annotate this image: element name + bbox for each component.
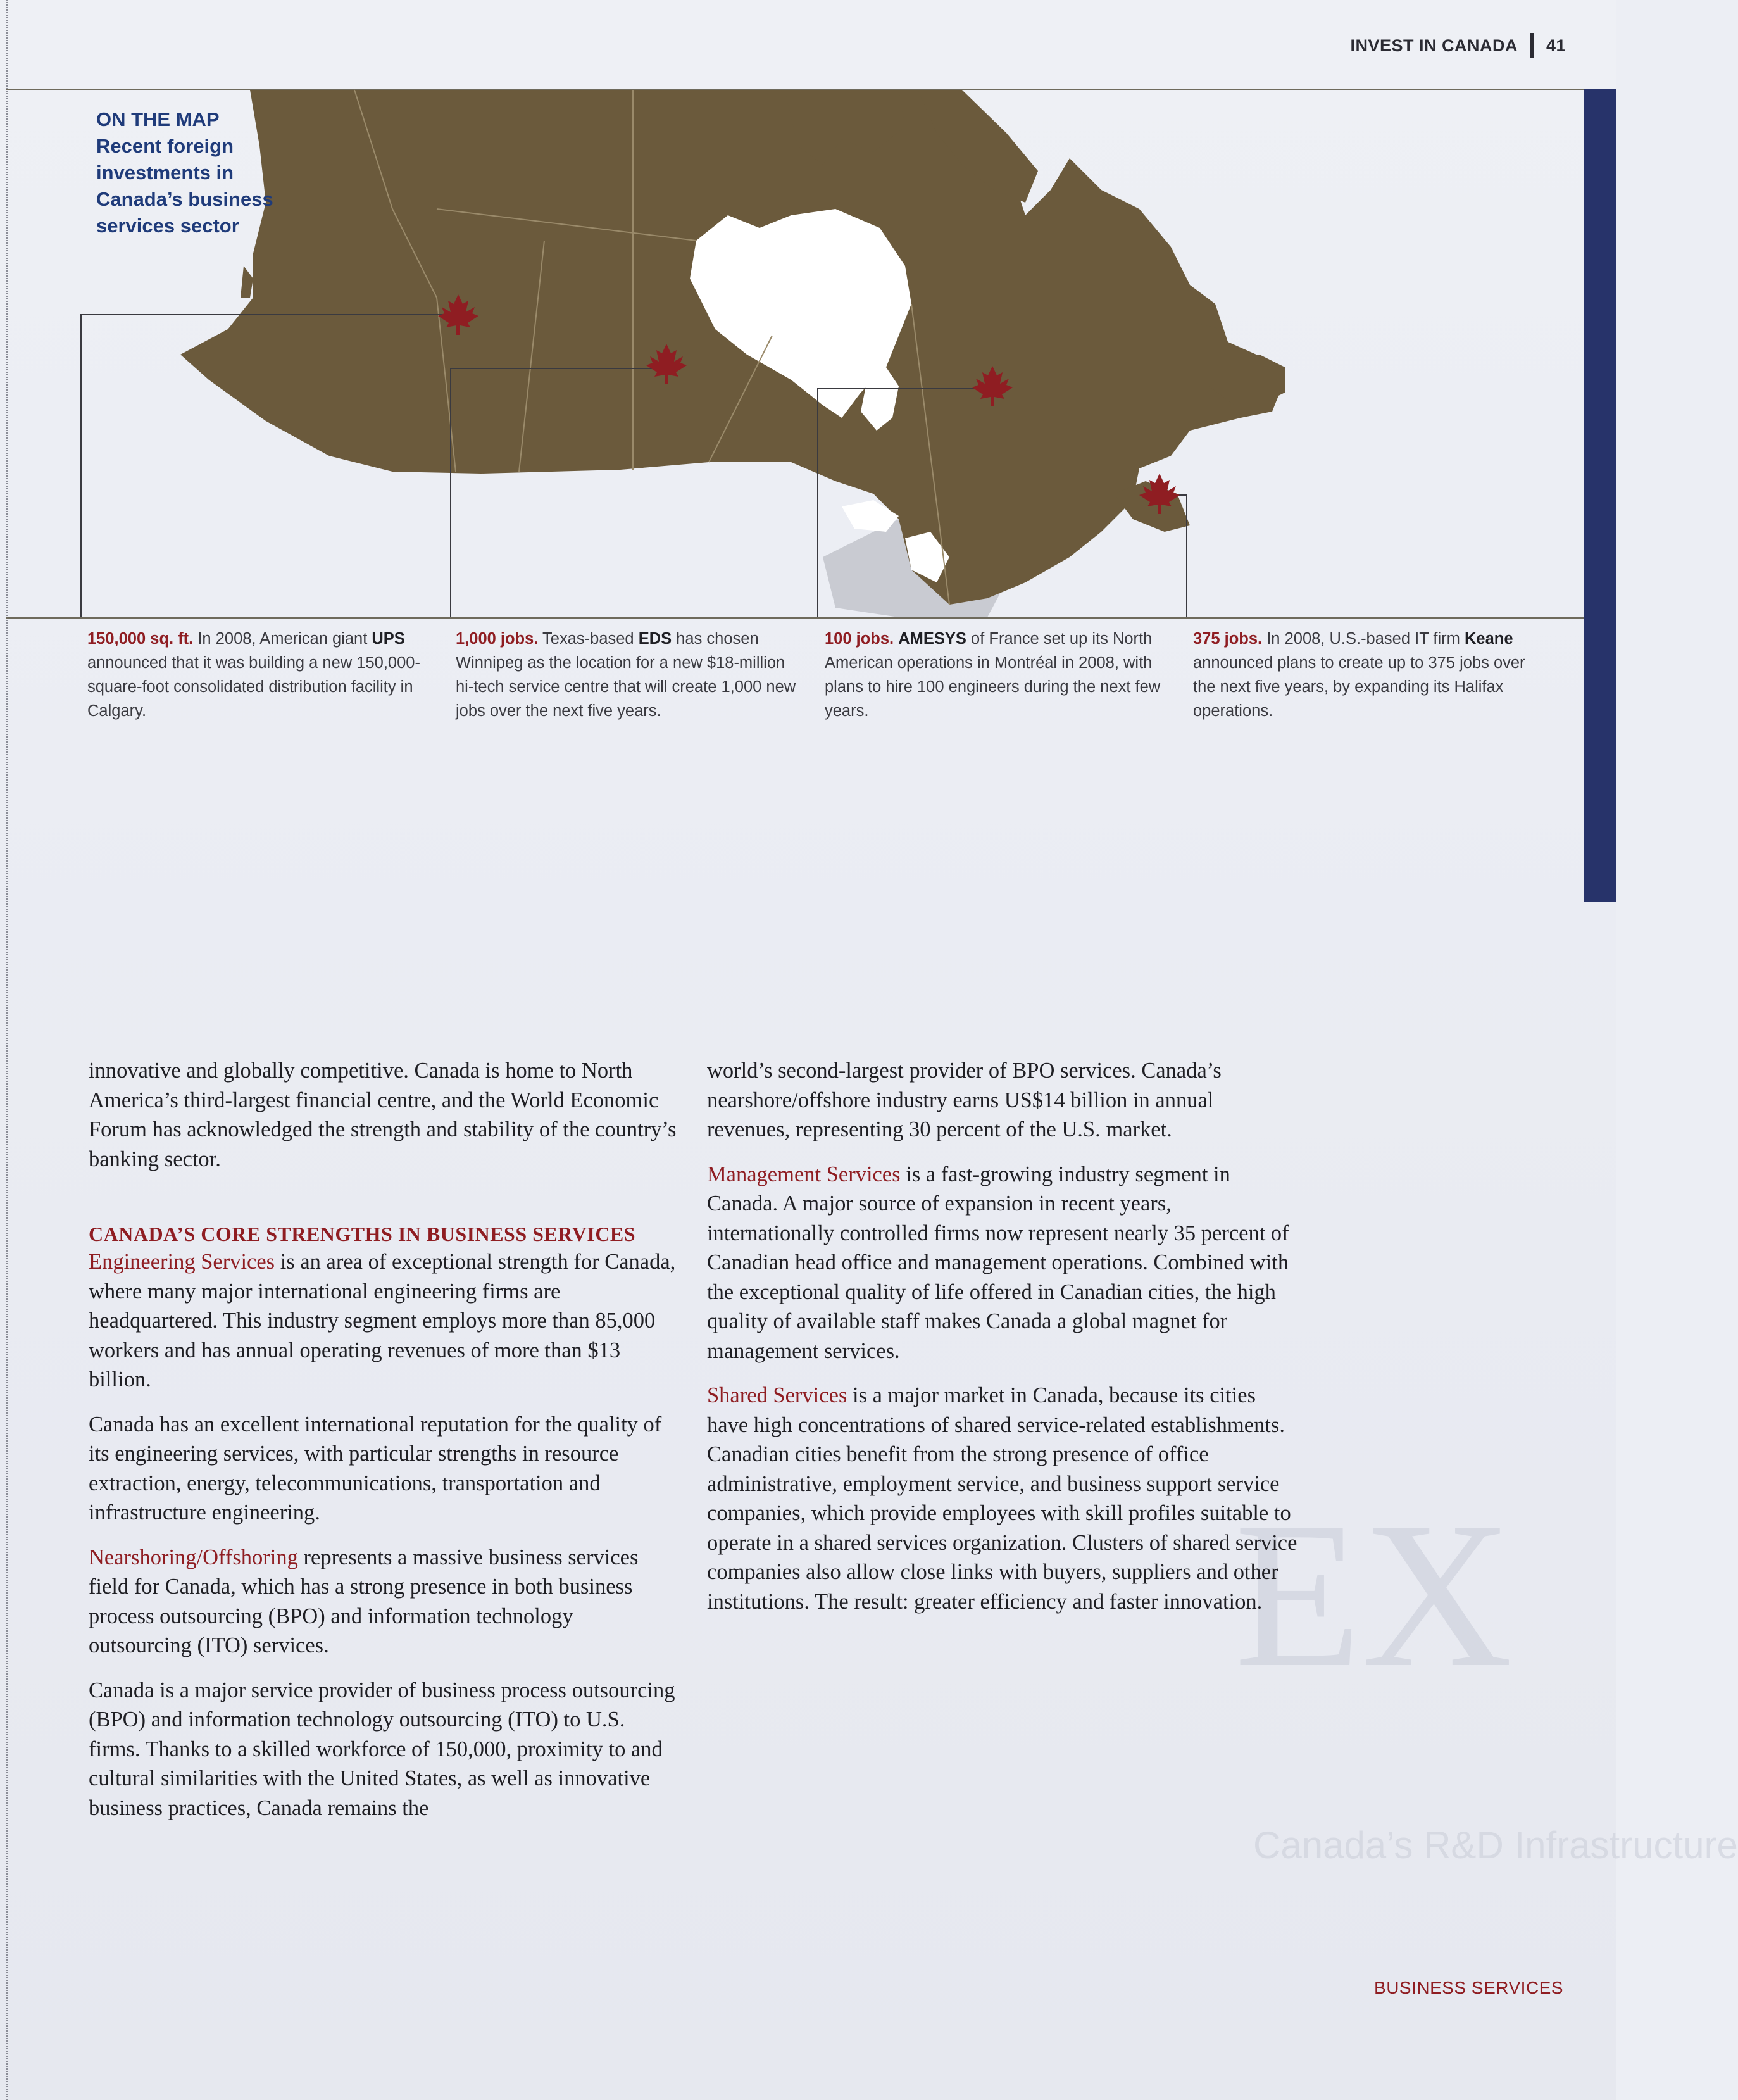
engineering-paragraph: [89, 1247, 677, 1395]
canada-mainland: [180, 90, 1285, 605]
nearshoring-paragraph: [89, 1543, 677, 1661]
callout-text: has chosen Winnipeg as the location for a new $18-million hi-tech service centre that will create 1,000 new jobs over the next five years.: [456, 630, 796, 720]
map-caption: [96, 106, 305, 239]
section-heading: CANADA’S CORE STRENGTHS IN BUSINESS SERVICES: [89, 1223, 636, 1245]
bleed-through-text: EX: [1234, 1480, 1513, 1711]
callout-text: In 2008, American giant: [193, 630, 372, 648]
coastal-island: [241, 266, 253, 298]
map-bottom-rule: [6, 617, 1584, 619]
nearshoring-text: represents a massive business services field for Canada, which has a strong presence in both business process outsourcing (BPO) and information technology outsourcing (ITO) services.: [89, 1545, 639, 1657]
nearshoring-term: Nearshoring/Offshoring: [89, 1545, 298, 1569]
shared-text: is a major market in Canada, because its cities have high concentrations of shared service-related establishments. Canadian cities benefit from the strong presence of office administrative, employment service, and business support service companies, which provide employees with skill profiles suitable to operate in a shared services organization. Clusters of shared service companies also allow close links with buyers, suppliers and other institutions. The result: greater efficiency and faster innovation.: [707, 1383, 1297, 1614]
provider-paragraph: Canada is a major service provider of business process outsourcing (BPO) and information technology outsourcing (ITO) to U.S. firms. Thanks to a skilled workforce of 150,000, proximity to and cultural similarities with the United States, as well as innovative business practices, Canada remains the: [89, 1678, 675, 1820]
left-column: [89, 1056, 677, 1838]
callout-montreal: [825, 627, 1166, 723]
callout-figure: 100 jobs.: [825, 630, 894, 648]
management-paragraph: [707, 1160, 1299, 1366]
callout-company: AMESYS: [898, 630, 966, 648]
reputation-paragraph: Canada has an excellent international reputation for the quality of its engineering services, with particular strengths in resource extraction, energy, telecommunications, transportation and infrastructure engineering.: [89, 1412, 662, 1525]
engineering-term: Engineering Services: [89, 1250, 275, 1274]
callout-winnipeg: [456, 627, 797, 723]
management-text: is a fast-growing industry segment in Canada. A major source of expansion in recent years, internationally controlled firms now represent nearly 35 percent of Canadian head office and management operations. Combined with the exceptional quality of life offered in Canadian cities, the high quality of available staff makes Canada a global magnet for management services.: [707, 1162, 1289, 1363]
map-subtitle: Recent foreign investments in Canada’s business services sector: [96, 135, 273, 237]
page-number: 41: [1546, 35, 1566, 55]
callout-figure: 1,000 jobs.: [456, 630, 539, 648]
map-title: ON THE MAP: [96, 108, 220, 130]
callout-figure: 375 jobs.: [1193, 630, 1263, 648]
callout-text: announced plans to create up to 375 jobs over the next five years, by expanding its Halifax operations.: [1193, 654, 1525, 720]
bleed-through-text: Canada’s R&D Infrastructure: [1253, 1824, 1738, 1866]
engineering-text: is an area of exceptional strength for Canada, where many major international engineering firms are headquartered. This industry segment employs more than 85,000 workers and has annual operating revenues of more than $13 billion.: [89, 1250, 676, 1392]
footer-section-label: BUSINESS SERVICES: [1374, 1978, 1563, 1997]
callout-company: Keane: [1464, 630, 1513, 648]
management-term: Management Services: [707, 1162, 901, 1186]
right-column: [707, 1056, 1299, 1632]
callout-text: of France set up its North American operations in Montréal in 2008, with plans to hire 100 engineers during the next few years.: [825, 630, 1161, 720]
section-title: INVEST IN CANADA: [1350, 35, 1518, 55]
callout-text: announced that it was building a new 150,000-square-foot consolidated distribution facility in Calgary.: [87, 654, 420, 720]
callout-company: UPS: [372, 630, 405, 648]
callout-calgary: [87, 627, 429, 723]
callout-figure: 150,000 sq. ft.: [87, 630, 194, 648]
shared-paragraph: [707, 1381, 1299, 1616]
shared-term: Shared Services: [707, 1383, 847, 1407]
intro-paragraph: innovative and globally competitive. Canada is home to North America’s third-largest financial centre, and the World Economic Forum has acknowledged the strength and stability of the country’s banking sector.: [89, 1059, 677, 1171]
callout-halifax: [1193, 627, 1535, 723]
callout-text: Texas-based: [538, 630, 639, 648]
continuation-paragraph: world’s second-largest provider of BPO services. Canada’s nearshore/offshore industry earns US$14 billion in annual revenues, representing 30 percent of the U.S. market.: [707, 1059, 1222, 1141]
callout-text: In 2008, U.S.-based IT firm: [1262, 630, 1465, 648]
callout-company: EDS: [638, 630, 672, 648]
